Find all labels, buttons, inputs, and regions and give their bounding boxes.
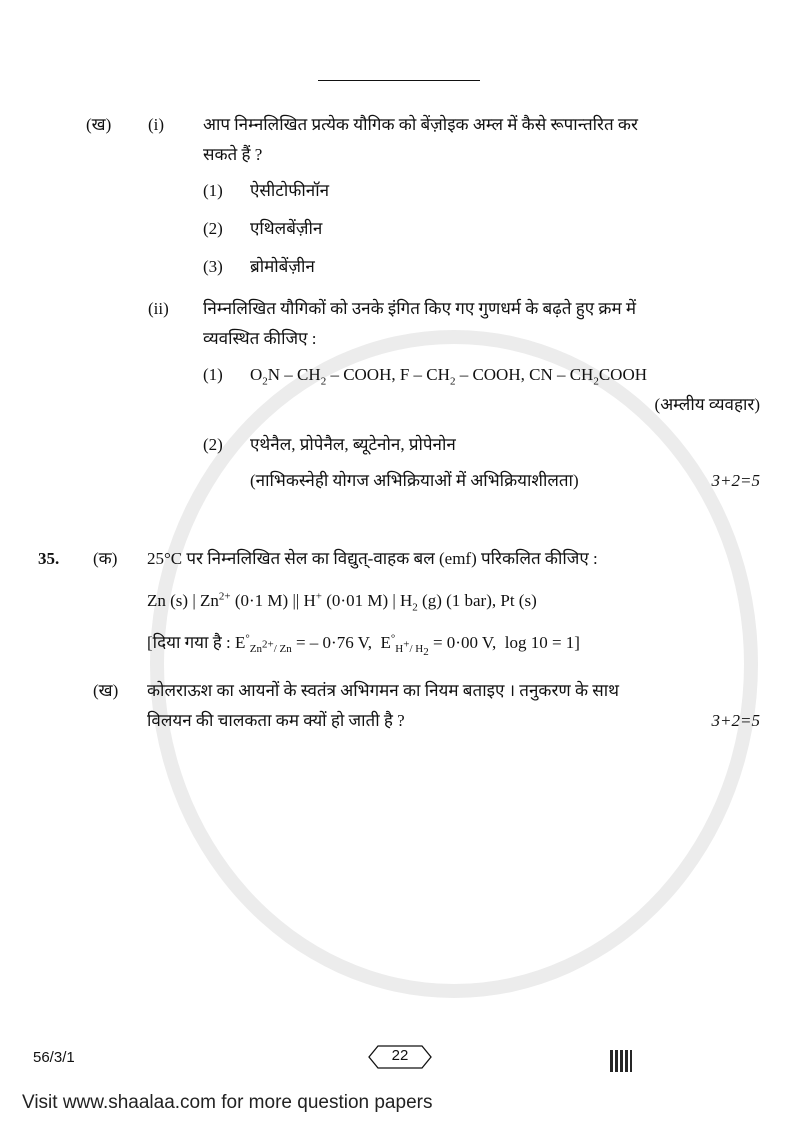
q34b-i-text2: सकते हैं ? bbox=[203, 145, 263, 164]
q34b-i-num: (i) bbox=[148, 115, 165, 134]
q34b-ii-text: निम्नलिखित यौगिकों को उनके इंगित किए गए गुणधर्म के बढ़ते हुए क्रम में bbox=[203, 299, 637, 318]
q34b-label: (ख) bbox=[86, 115, 112, 134]
item-num: (2) bbox=[203, 435, 223, 454]
q35b-text2: विलयन की चालकता कम क्यों हो जाती है ? bbox=[147, 711, 405, 730]
item-row bbox=[203, 466, 760, 496]
item-row bbox=[203, 252, 760, 282]
q34b-i-row bbox=[86, 110, 760, 170]
q34b-i-items bbox=[203, 176, 760, 282]
q35b-text: कोलराऊश का आयनों के स्वतंत्र अभिगमन का नियम बताइए । तनुकरण के साथ bbox=[147, 681, 620, 700]
q35-num: 35. bbox=[38, 549, 60, 568]
q34b-ii-text-block bbox=[203, 294, 760, 354]
visit-link[interactable]: Visit www.shaalaa.com for more question papers bbox=[22, 1092, 433, 1113]
q35a-text: 25°C पर निम्नलिखित सेल का विद्युत्-वाहक बल (emf) परिकलित कीजिए : bbox=[147, 549, 598, 568]
q35 bbox=[38, 544, 760, 736]
formula-acids: $O_2N - CH_2$ – COOH, F – $CH_2$ – COOH, CN – $CH_2COOH$ bbox=[250, 365, 648, 388]
q35a-row bbox=[38, 544, 760, 660]
item-row bbox=[203, 176, 760, 206]
item-text: एथेनैल, प्रोपेनैल, ब्यूटेनोन, प्रोपेनोन bbox=[250, 435, 456, 454]
item-num: (1) bbox=[203, 365, 223, 384]
q34b-i-text: आप निम्नलिखित प्रत्येक यौगिक को बेंज़ोइक अम्ल में कैसे रूपान्तरित कर bbox=[203, 115, 638, 134]
item-text: एथिलबेंज़ीन bbox=[250, 219, 323, 238]
q34b-ii-num: (ii) bbox=[148, 299, 169, 318]
q34b-ii-items bbox=[203, 360, 760, 496]
paper-code: 56/3/1 bbox=[33, 1049, 75, 1066]
item-num: (2) bbox=[203, 219, 223, 238]
item-num: (3) bbox=[203, 257, 223, 276]
qr-code-icon bbox=[610, 1050, 632, 1072]
q35b-last-line bbox=[147, 706, 760, 736]
q35b-row bbox=[38, 676, 760, 736]
page-number: 22 bbox=[391, 1047, 409, 1064]
item-row bbox=[203, 214, 760, 244]
marks: 3+2=5 bbox=[711, 471, 760, 490]
q34b-ii-row bbox=[86, 294, 760, 354]
marks: 3+2=5 bbox=[711, 711, 760, 730]
q34b bbox=[86, 110, 760, 496]
q35b-body bbox=[147, 676, 760, 736]
q35a-body bbox=[147, 544, 760, 660]
item-num: (1) bbox=[203, 181, 223, 200]
top-rule bbox=[318, 80, 480, 81]
q35b-label: (ख) bbox=[93, 681, 119, 700]
q34b-ii-text2: व्यवस्थित कीजिए : bbox=[203, 329, 317, 348]
item-row bbox=[203, 430, 760, 460]
property-text: (नाभिकस्नेही योगज अभिक्रियाओं में अभिक्रियाशीलता) bbox=[250, 471, 579, 490]
property-text: (अम्लीय व्यवहार) bbox=[654, 395, 760, 414]
item-text: ऐसीटोफीनॉन bbox=[250, 181, 330, 200]
given-values: [दिया गया है : $E^\circ_{Zn^{2+}/ Zn}$ = – 0·76 V, $E^\circ_{H^+/ H_2} = 0\cdot 00$ V, log 10 = 1] bbox=[147, 632, 580, 659]
q35a-label: (क) bbox=[93, 549, 118, 568]
item-text: ब्रोमोबेंज़ीन bbox=[250, 257, 315, 276]
q34b-i-text-block bbox=[203, 110, 760, 170]
item-row bbox=[203, 360, 760, 390]
given-prefix: [दिया गया है : E bbox=[147, 633, 246, 652]
cell-notation: Zn (s) | $Zn^{2+}$ (0·1 M) || H+ (0·01 M) | $H_2$ (g) (1 bar), Pt (s) bbox=[147, 590, 537, 614]
